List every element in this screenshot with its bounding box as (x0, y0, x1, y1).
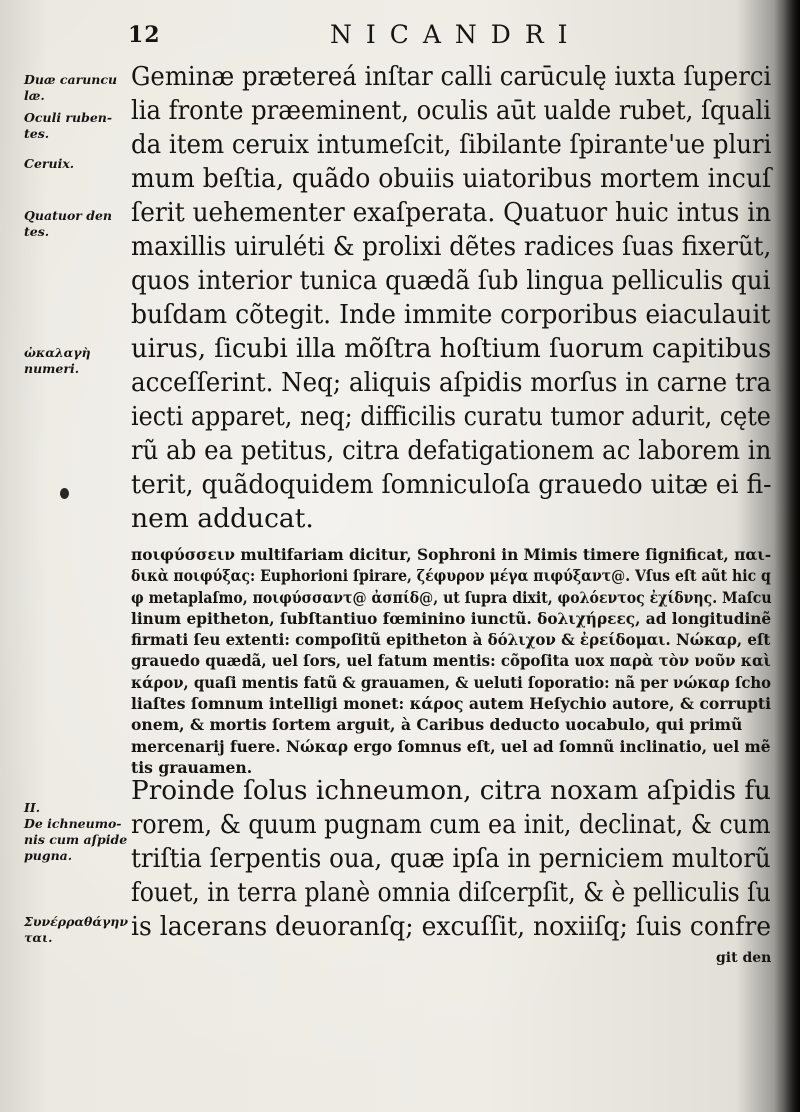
text-line: mum beſtia, quãdo obuiis uiatoribus mortem incuſ (131, 163, 772, 194)
commentary-note (131, 544, 771, 778)
note-line: δικὰ ποιφύξας: Euphorioni ſpirare, ζέφυρον μέγα πιφύξαντ@. Vſus eſt aũt hic q (131, 566, 771, 586)
note-line: linum epitheton, ſubſtantiuo fœminino iunctũ. δολιχήρεες, ad longitudinẽ (131, 608, 772, 628)
note-line: firmati ſeu extenti: compoſitũ epitheton à δόλιχον & ἐρείδομαι. Νώκαρ, eſt (131, 630, 771, 650)
margin-line: Ceruix. (24, 156, 75, 171)
text-line: buſdam cõtegit. Inde immite corporibus eiaculauit (131, 299, 771, 330)
note-line: φ metaplaſmo, ποιφύσσαντ@ ἀσπίδ@, ut ſupra dixit, φολόεντος ἐχίδνης. Maſcu (131, 587, 772, 607)
margin-line: Oculi ruben- (24, 110, 113, 125)
note-line: tis grauamen. (131, 757, 253, 777)
text-line: maxillis uiruléti & prolixi dẽtes radices ſuas fixerũt, (131, 231, 772, 262)
margin-note-numeri (24, 345, 91, 377)
margin-note-caruncles (24, 72, 117, 104)
margin-line: ται. (24, 930, 53, 945)
text-line: Proinde ſolus ichneumon, citra noxam aſpidis fu (131, 775, 771, 806)
folio-number: 12 (128, 22, 161, 48)
running-head: NICANDRI (330, 20, 582, 49)
note-line: ποιφύσσειν multifariam dicitur, Sophroni in Mimis timere ſignificat, παι- (131, 545, 772, 564)
text-line: ſerit uehementer exaſperata. Quatuor huic intus in (131, 197, 772, 228)
margin-line: tes. (24, 126, 50, 141)
margin-line: Duæ caruncu (24, 72, 118, 87)
margin-line: tes. (24, 224, 50, 239)
text-line: quos interior tunica quædã ſub lingua pelliculis qui (131, 265, 771, 296)
margin-line: læ. (24, 88, 45, 103)
margin-line: pugna. (24, 848, 73, 863)
margin-line: De ichneumo- (24, 816, 122, 831)
margin-note-greek (24, 914, 128, 946)
main-paragraph-2 (131, 774, 771, 944)
note-line: onem, & mortis ſortem arguit, à Caribus deducto uocabulo, qui primũ (131, 715, 743, 735)
margin-line: nis cum aſpide (24, 832, 128, 847)
text-line: rũ ab ea petitus, citra defatigationem ac laborem in (131, 435, 772, 466)
text-line: nem adducat. (131, 503, 314, 534)
margin-line: numeri. (24, 361, 80, 376)
margin-note-ichneumon (24, 800, 127, 864)
main-paragraph-1 (131, 60, 771, 536)
text-line: triſtia ſerpentis oua, quæ ipſa in perniciem multorũ (131, 843, 771, 874)
text-line: uirus, ſicubi illa mõſtra hoſtium ſuorum capitibus (131, 333, 772, 364)
margin-note-teeth (24, 208, 112, 240)
note-line: grauedo quædã, uel ſors, uel fatum mentis: cõpoſita uox παρὰ τὸν νοῦν καὶ (131, 651, 771, 671)
margin-note-cervix (24, 156, 74, 172)
note-line: liaſtes ſomnum intelligi monet: κάρος autem Heſychio autore, & corrupti (131, 694, 772, 714)
text-line: Geminæ prætereá inſtar calli carūculę iuxta ſuperci (131, 61, 772, 92)
text-line: iecti apparet, neq; difficilis curatu tumor adurit, cęte (131, 401, 771, 432)
text-line: rorem, & quum pugnam cum ea init, declinat, & cum (131, 809, 771, 840)
margin-line: ὠκαλαγὴ (24, 345, 91, 360)
text-line: acceſſerint. Neq; aliquis aſpidis morſus in carne tra (131, 367, 772, 398)
text-line: fouet, in terra planè omnia diſcerpſit, & è pelliculis ſu (131, 877, 771, 908)
note-line: κάρον, quaſi mentis fatũ & grauamen, & ueluti ſoporatio: nã per νώκαρ ſcho (131, 672, 771, 692)
text-line: lia fronte præeminent, oculis aūt ualde rubet, ſquali (131, 95, 771, 126)
text-line: terit, quãdoquidem ſomniculoſa grauedo uitæ ei fi- (131, 469, 772, 500)
catchword: git den (716, 950, 772, 966)
text-line: da item ceruix intumeſcit, ſibilante ſpirante'ue pluri (131, 129, 772, 160)
margin-line: Συνέρραθάγην (24, 914, 128, 929)
ink-spot (60, 488, 69, 499)
margin-line: Quatuor den (24, 208, 112, 223)
margin-line: II. (24, 800, 41, 815)
margin-note-eyes (24, 110, 112, 142)
gutter-shadow (774, 0, 800, 1112)
text-line: is lacerans deuoranſq; excuſſit, noxiiſq; ſuis confre (131, 911, 772, 942)
note-line: mercenarij fuere. Νώκαρ ergo ſomnus eſt, uel ad ſomnũ inclinatio, uel mẽ (131, 736, 771, 756)
